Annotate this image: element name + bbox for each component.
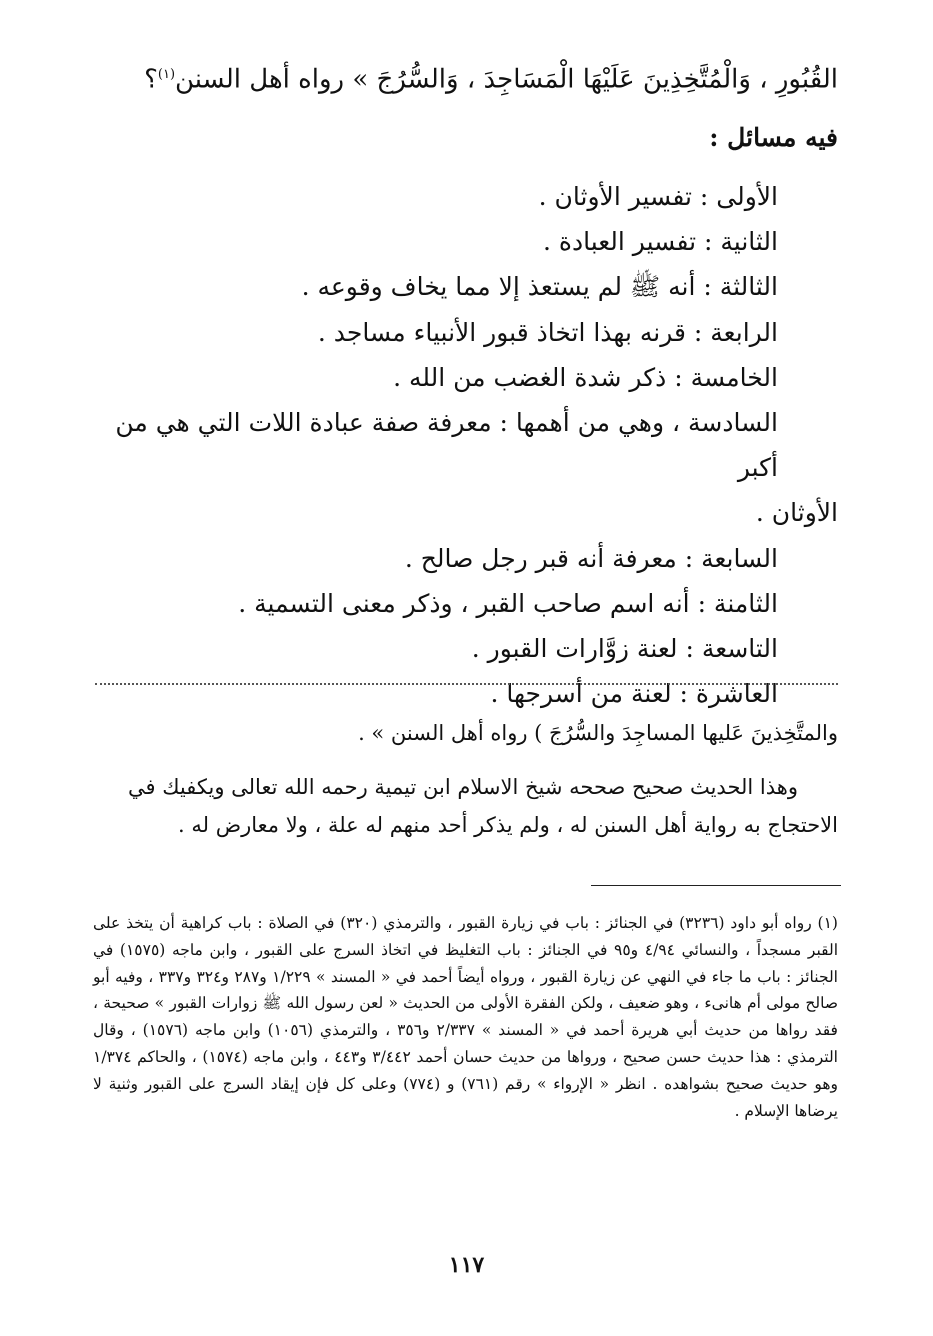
issue-sixth-line1: السادسة ، وهي من أهمها : معرفة صفة عبادة اللات التي هي من أكبر (115, 408, 778, 483)
section-title: فيه مسائل : (709, 123, 838, 152)
issue-sixth-line2: الأوثان . (755, 498, 838, 528)
issue-third: الثالثة : أنه ﷺ لم يستعذ إلا مما يخاف وقوعه . (301, 272, 778, 302)
dotted-divider (95, 683, 838, 685)
commentary (93, 714, 838, 860)
issue-ninth: التاسعة : لعنة زوَّارات القبور . (471, 634, 778, 664)
footnotes (93, 910, 838, 1124)
hadith-closing-line (93, 52, 838, 103)
footnote-divider (591, 885, 841, 886)
commentary-paragraph: وهذا الحديث صحيح صححه شيخ الاسلام ابن تيمية رحمه الله تعالى ويكفيك في الاحتجاج به رواية أهل السنن له ، ولم يذكر أحد منهم له علة ، ولا معارض له . (128, 775, 838, 837)
issue-eighth: الثامنة : أنه اسم صاحب القبر ، وذكر معنى التسمية . (238, 588, 778, 618)
issue-first: الأولى : تفسير الأوثان . (538, 182, 778, 211)
issue-seventh: السابعة : معرفة أنه قبر رجل صالح . (404, 543, 778, 573)
commentary-quote: والمتَّخِذينَ عَليها المساجِدَ والسُّرُجَ ) رواه أهل السنن » . (358, 721, 838, 745)
issue-sixth (93, 400, 838, 536)
issue-fifth: الخامسة : ذكر شدة الغضب من الله . (393, 362, 778, 392)
footnote-marker: (١) (157, 67, 176, 82)
issue-tenth: العاشرة : لعنة من أسرجها . (490, 679, 778, 709)
footnote-1: (١) رواه أبو داود (٣٢٣٦) في الجنائز : باب في زيارة القبور ، والترمذي (٣٢٠) في الصلاة : باب كراهية أن يتخذ على القبر مسجداً ، والنسائي ٤/٩٤ و٩٥ في الجنائز : باب التغليظ في اتخاذ السرج على القبور ، وابن ماجه (١٥٧٥) في الجنائز : باب ما جاء في النهي عن زيارة القبور ، ورواه أيضاً أحمد في « المسند » ١/٢٢٩ و٢٨٧ و٣٢٤ و٣٣٧ ، وفيه أبو صالح مولى أم هانىء ، وهو ضعيف ، ولكن الفقرة الأولى من الحديث « لعن رسول الله ﷺ زوارات القبور » صحيحة ، فقد رواها من حديث أبي هريرة أحمد في « المسند » ٢/٣٣٧ و٣٥٦ ، والترمذي (١٠٥٦) وابن ماجه (١٥٧٦) ، وقال الترمذي : هذا حديث حسن صحيح ، ورواها من حديث حسان أحمد ٣/٤٤٢ و٤٤٣ ، وابن ماجه (١٥٧٤) ، والحاكم ١/٣٧٤ وهو حديث صحيح بشواهده . انظر « الإرواء » رقم (٧٦١) و (٧٧٤) وعلى كل فإن إيقاد السرج على القبور وثنية لا يرضاها الإسلام . (93, 914, 838, 1120)
issue-second: الثانية : تفسير العبادة . (542, 227, 778, 257)
hadith-text: القُبُورِ ، وَالْمُتَّخِذِينَ عَلَيْهَا الْمَسَاجِدَ ، وَالسُّرُجَ » رواه أهل السنن (175, 64, 838, 95)
issue-fourth: الرابعة : قرنه بهذا اتخاذ قبور الأنبياء مساجد . (317, 317, 778, 347)
hadith-tail: ؟ (144, 64, 158, 95)
issues-list (93, 174, 838, 716)
page-number: ١١٧ (448, 1252, 485, 1278)
